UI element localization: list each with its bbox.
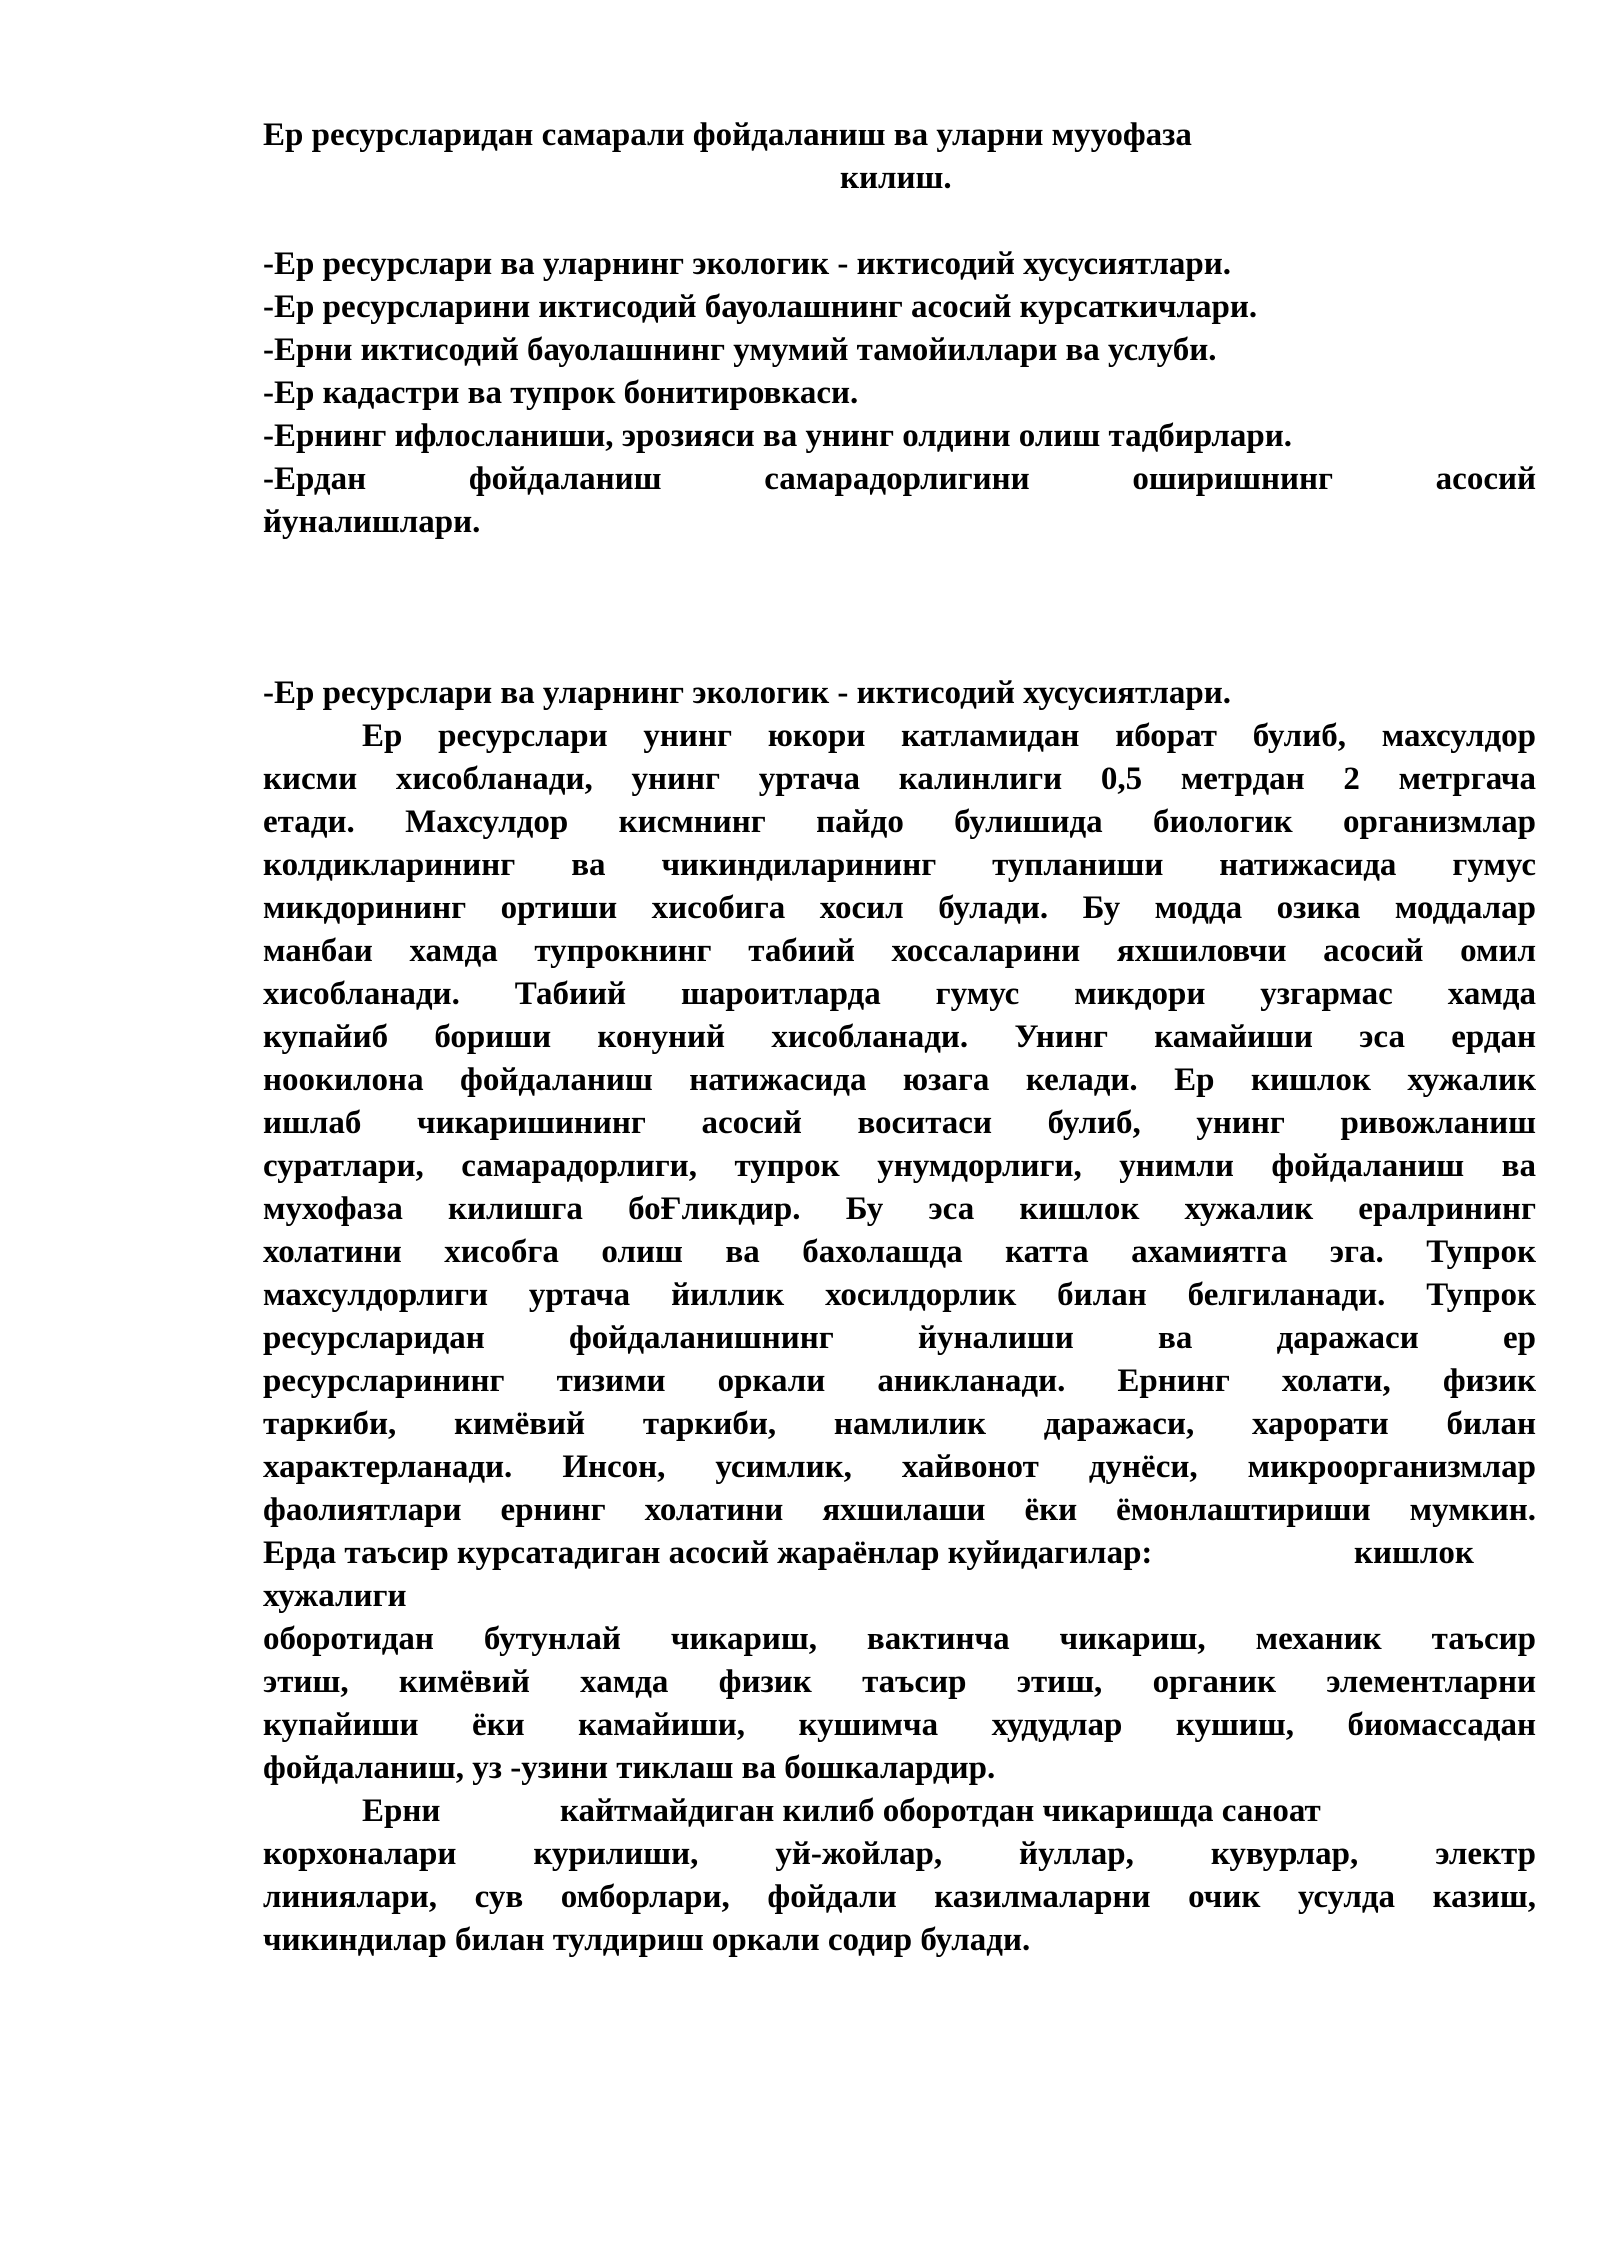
- body-line: мухофаза килишга боҒликдир. Бу эса кишлок хужалик ералрининг: [263, 1191, 1536, 1227]
- body-line: таркиби, кимёвий таркиби, намлилик даражаси, харорати билан: [263, 1406, 1536, 1442]
- document-title-line1: Ер ресурсларидан самарали фойдаланиш ва уларни мууофаза: [263, 117, 1192, 153]
- document-title-line2: килиш.: [840, 160, 952, 196]
- section-heading: -Ер ресурслари ва уларнинг экологик - иктисодий хусусиятлари.: [263, 675, 1232, 711]
- body-line: фойдаланиш, уз -узини тиклаш ва бошкалардир.: [263, 1750, 996, 1786]
- body-line-first-left: Ерни: [362, 1793, 441, 1829]
- body-line: микдорининг ортиши хисобига хосил булади. Бу модда озика моддалар: [263, 890, 1536, 926]
- body-line: этиш, кимёвий хамда физик таъсир этиш, органик элементларни: [263, 1664, 1536, 1700]
- body-line: чикиндилар билан тулдириш оркали содир булади.: [263, 1922, 1031, 1958]
- body-line: хужалиги: [263, 1578, 407, 1614]
- body-line: ресурсларининг тизими оркали аникланади. Ернинг холати, физик: [263, 1363, 1536, 1399]
- body-line: оборотидан бутунлай чикариш, вактинча чикариш, механик таъсир: [263, 1621, 1536, 1657]
- outline-item-continuation: йуналишлари.: [263, 504, 481, 540]
- body-line-first-right: кайтмайдиган килиб оборотдан чикаришда саноат: [560, 1793, 1321, 1829]
- body-line: кисми хисобланади, унинг уртача калинлиги 0,5 метрдан 2 метргача: [263, 761, 1536, 797]
- body-line: етади. Махсулдор кисмнинг пайдо булишида биологик организмлар: [263, 804, 1536, 840]
- body-line: ресурсларидан фойдаланишнинг йуналиши ва даражаси ер: [263, 1320, 1536, 1356]
- body-line: хисобланади. Табиий шароитларда гумус микдори узгармас хамда: [263, 976, 1536, 1012]
- body-line: корхоналари курилиши, уй-жойлар, йуллар, кувурлар, электр: [263, 1836, 1536, 1872]
- body-line: ишлаб чикаришининг асосий воситаси булиб, унинг ривожланиш: [263, 1105, 1536, 1141]
- body-line: колдикларининг ва чикиндиларининг тупланиши натижасида гумус: [263, 847, 1536, 883]
- body-line: купайиши ёки камайиши, кушимча худудлар кушиш, биомассадан: [263, 1707, 1536, 1743]
- body-line: линиялари, сув омборлари, фойдали казилмаларни очик усулда казиш,: [263, 1879, 1536, 1915]
- body-line: суратлари, самарадорлиги, тупрок унумдорлиги, унимли фойдаланиш ва: [263, 1148, 1536, 1184]
- body-line: ноокилона фойдаланиш натижасида юзага келади. Ер кишлок хужалик: [263, 1062, 1536, 1098]
- body-line: махсулдорлиги уртача йиллик хосилдорлик билан белгиланади. Тупрок: [263, 1277, 1536, 1313]
- outline-item: -Ердан фойдаланиш самарадорлигини оширишнинг асосий: [263, 461, 1536, 497]
- body-line: холатини хисобга олиш ва бахолашда катта ахамиятга эга. Тупрок: [263, 1234, 1536, 1270]
- body-line: характерланади. Инсон, усимлик, хайвонот дунёси, микроорганизмлар: [263, 1449, 1536, 1485]
- outline-item: -Ер ресурслари ва уларнинг экологик - иктисодий хусусиятлари.: [263, 246, 1232, 282]
- body-line: Ер ресурслари унинг юкори катламидан иборат булиб, махсулдор: [362, 718, 1536, 754]
- body-line-tail-right: кишлок: [1354, 1535, 1474, 1571]
- body-line: купайиб бориши конуний хисобланади. Унинг камайиши эса ердан: [263, 1019, 1536, 1055]
- outline-item: -Ернинг ифлосланиши, эрозияси ва унинг олдини олиш тадбирлари.: [263, 418, 1292, 454]
- body-line: фаолиятлари ернинг холатини яхшилаши ёки ёмонлаштириши мумкин.: [263, 1492, 1536, 1528]
- body-line: манбаи хамда тупрокнинг табиий хоссаларини яхшиловчи асосий омил: [263, 933, 1536, 969]
- outline-item: -Ер ресурсларини иктисодий бауолашнинг асосий курсаткичлари.: [263, 289, 1258, 325]
- outline-item: -Ерни иктисодий бауолашнинг умумий тамойиллари ва услуби.: [263, 332, 1217, 368]
- body-line-tail-left: Ерда таъсир курсатадиган асосий жараёнлар куйидагилар:: [263, 1535, 1153, 1571]
- outline-item: -Ер кадастри ва тупрок бонитировкаси.: [263, 375, 859, 411]
